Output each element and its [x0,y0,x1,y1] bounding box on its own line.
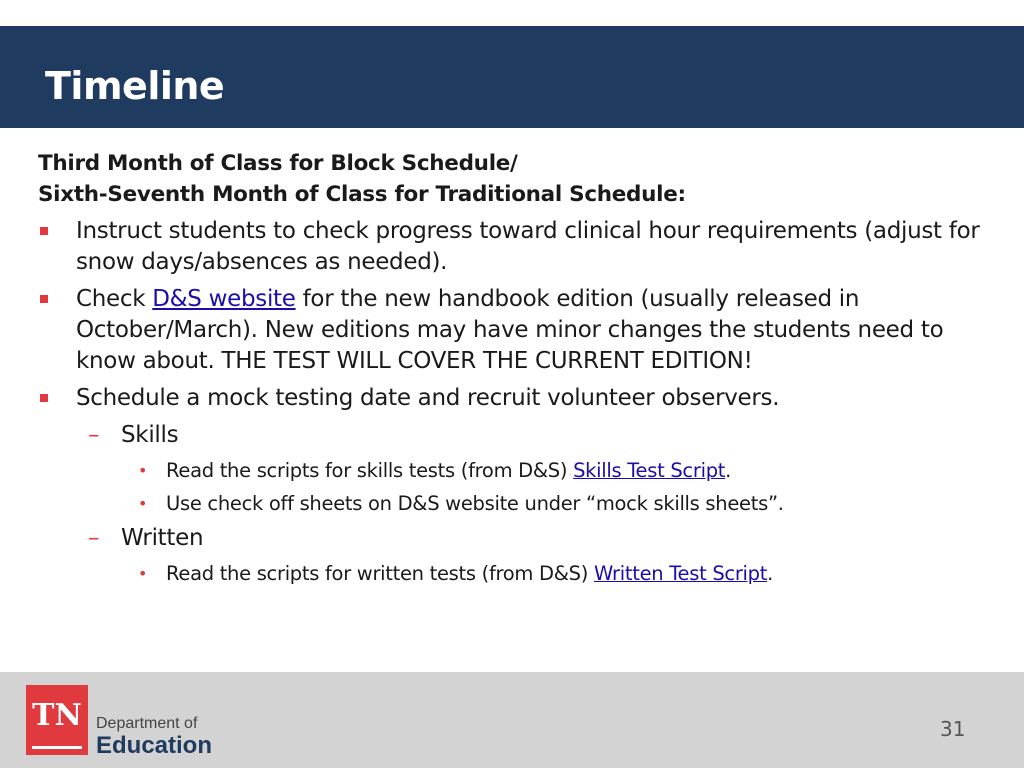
skills-test-script-link[interactable]: Skills Test Script [573,459,726,482]
dot-bullet-icon: • [138,564,148,583]
item-text-after: . [725,459,732,482]
heading-line-2: Sixth-Seventh Month of Class for Traditional Schedule: [38,182,686,207]
ds-website-link[interactable]: D&S website [152,286,296,312]
dot-bullet-icon: • [138,494,148,513]
bullet-text-after: for the new handbook edition (usually released in October/March). New editions may have minor changes the students need to know about. THE TEST WILL COVER THE CURRENT EDITION! [76,286,944,374]
tn-logo [26,685,88,755]
sub-item-label: Written [121,525,204,551]
slide-title: Timeline [45,64,225,108]
bullet-text-before: Check [76,286,153,312]
square-bullet-icon [40,295,48,303]
sub-item-written [38,523,988,554]
bullet-text: Schedule a mock testing date and recruit volunteer observers. [76,385,780,411]
title-bar [0,26,1024,128]
skills-item-scripts [38,457,988,484]
dash-bullet-icon: – [88,525,100,551]
footer-bar [0,672,1024,768]
bullet-item-clinical-hours [38,216,988,278]
written-item-scripts [38,560,988,587]
dot-bullet-icon: • [138,461,148,480]
item-text-before: Read the scripts for written tests (from D&S) [166,562,594,585]
bullet-text: Instruct students to check progress toward clinical hour requirements (adjust for snow days/absences as needed). [76,218,980,275]
slide-content [38,148,988,587]
item-text-before: Read the scripts for skills tests (from D&S) [166,459,574,482]
dash-bullet-icon: – [88,422,100,448]
bullet-item-mock-testing [38,383,988,414]
square-bullet-icon [40,227,48,235]
department-label: Department of [96,715,198,732]
heading-line-1: Third Month of Class for Block Schedule/ [38,151,518,176]
sub-item-skills [38,420,988,451]
item-text: Use check off sheets on D&S website under “mock skills sheets”. [166,492,784,515]
tn-logo-underline [32,746,82,749]
bullet-item-handbook [38,284,988,377]
tn-logo-text: TN [32,698,82,733]
skills-item-check-off [38,490,988,517]
item-text-after: . [767,562,773,585]
square-bullet-icon [40,394,48,402]
written-test-script-link[interactable]: Written Test Script [593,562,768,585]
page-number: 31 [940,717,966,741]
sub-item-label: Skills [121,422,179,448]
section-heading [38,148,988,210]
education-label: Education [96,732,213,759]
